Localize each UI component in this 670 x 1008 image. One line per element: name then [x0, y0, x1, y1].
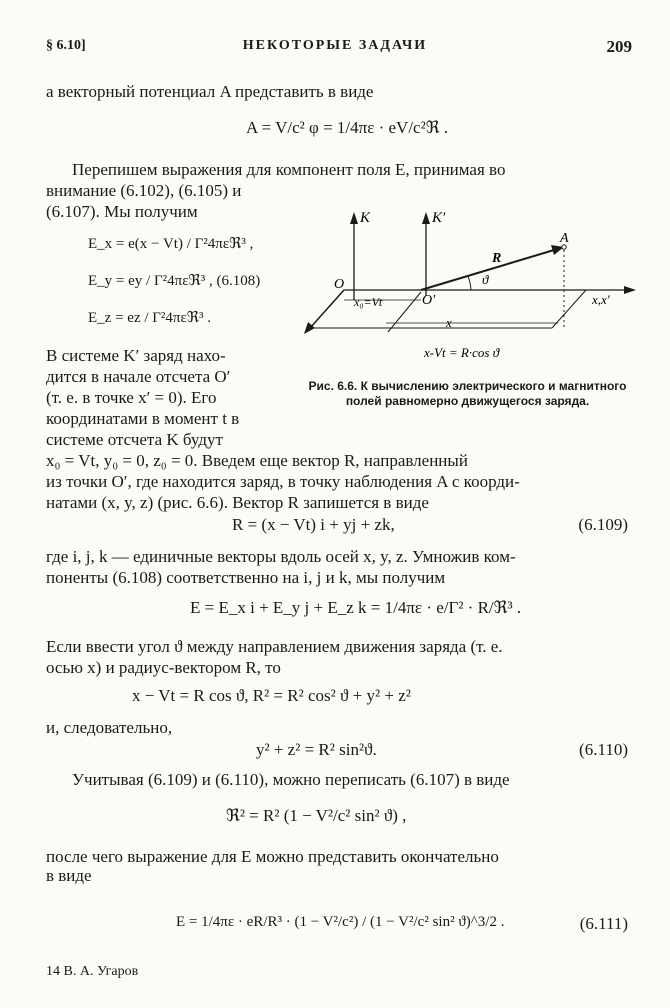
label-bottom: x-Vt = R·cos ϑ — [424, 345, 500, 360]
z-axis — [310, 290, 344, 328]
figure-caption: Рис. 6.6. К вычислению электрического и магнитного полей равномерно движущегося заряда. — [308, 379, 627, 408]
text-line: системе отсчета K будут — [46, 430, 223, 449]
equation-ex: E_x = e(x − Vt) / Γ²4πεℜ³ , — [88, 236, 254, 252]
label-k: K — [360, 210, 371, 226]
text-line: после чего выражение для E можно представить окончательно — [46, 847, 499, 866]
equation-number: (6.111) — [579, 914, 628, 933]
signature-footer: 14 В. А. Угаров — [46, 964, 139, 979]
running-title: НЕКОТОРЫЕ ЗАДАЧИ — [242, 38, 428, 53]
equation-ey: E_y = ey / Γ²4πεℜ³ , (6.108) — [88, 273, 261, 289]
label-x0: x₀=Vt — [354, 295, 383, 309]
equation-r-gothic: ℜ² = R² (1 − V²/c² sin² ϑ) , — [226, 806, 407, 825]
text-line: x₀ = Vt, y₀ = 0, z₀ = 0. Введем еще вектор R, направленный — [46, 451, 468, 470]
text-line: а векторный потенциал A представить в виде — [46, 82, 374, 101]
text-line: координатами в момент t в — [46, 409, 240, 428]
equation-6-110: y² + z² = R² sin²ϑ. — [256, 740, 377, 759]
equation-number: (6.109) — [578, 515, 628, 534]
text-line: и, следовательно, — [46, 718, 173, 737]
page-number: 209 — [606, 37, 632, 56]
text-line: натами (x, y, z) (рис. 6.6). Вектор R запишется в виде — [46, 493, 429, 512]
text-line: дится в начале отсчета O′ — [46, 367, 231, 386]
equation-e-field: E = E_x i + E_y j + E_z k = 1/4πε · e/Γ² · R/ℜ³ . — [190, 598, 522, 617]
theta-arc — [468, 276, 471, 290]
arrow-icon — [624, 286, 636, 294]
text-line: из точки O′, где находится заряд, в точку наблюдения A с коорди- — [46, 472, 520, 491]
equation-cos: x − Vt = R cos ϑ, R² = R² cos² ϑ + y² + z² — [132, 686, 411, 705]
arrow-icon — [350, 212, 358, 224]
text-line: в виде — [46, 866, 92, 885]
label-theta: ϑ — [482, 272, 489, 287]
text-line: (т. е. в точке x′ = 0). Его — [46, 388, 217, 407]
figure-6-6 — [296, 200, 641, 370]
label-k-prime: K′ — [432, 210, 446, 226]
o-prime-line — [388, 292, 421, 332]
text-line: Учитывая (6.109) и (6.110), можно переписать (6.107) в виде — [72, 770, 510, 789]
text-line: поненты (6.108) соответственно на i, j и k, мы получим — [46, 568, 446, 587]
equation-6-109: R = (x − Vt) i + yj + zk, — [232, 515, 395, 534]
text-line: В системе K′ заряд нахо- — [46, 346, 226, 365]
arrow-icon — [422, 212, 430, 224]
text-line: Если ввести угол ϑ между направлением движения заряда (т. е. — [46, 637, 503, 656]
equation-vector-potential: A = V/c² φ = 1/4πε · eV/c²ℜ . — [246, 118, 449, 137]
text-line: (6.107). Мы получим — [46, 202, 198, 221]
equation-ez: E_z = ez / Γ²4πεℜ³ . — [88, 310, 212, 326]
label-a: A — [560, 231, 569, 246]
text-line: Перепишем выражения для компонент поля E, принимая во — [72, 160, 506, 179]
base-right-line — [552, 290, 586, 328]
text-line: где i, j, k — единичные векторы вдоль осей x, y, z. Умножив ком- — [46, 547, 516, 566]
label-o: O — [334, 277, 345, 292]
label-o-prime: O′ — [422, 293, 436, 308]
equation-number: (6.110) — [579, 740, 628, 759]
equation-6-111: E = 1/4πε · eR/R³ · (1 − V²/c²) / (1 − V²/c² sin² ϑ)^3/2 . — [176, 914, 505, 930]
text-line: осью x) и радиус-вектором R, то — [46, 658, 281, 677]
text-line: внимание (6.102), (6.105) и — [46, 181, 242, 200]
label-r: R — [492, 251, 502, 266]
label-x: x — [446, 315, 452, 330]
label-xx: x,x′ — [592, 292, 610, 307]
section-marker: § 6.10] — [46, 38, 86, 53]
